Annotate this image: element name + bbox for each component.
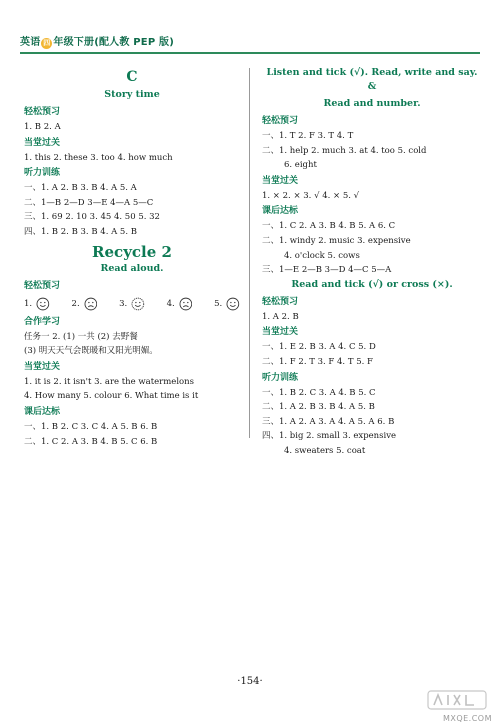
answer-line: 二、1. C 2. A 3. B 4. B 5. C 6. B bbox=[24, 436, 158, 447]
listen-tick-heading: Listen and tick (√). Read, write and say. & bbox=[266, 67, 478, 92]
answer-line: 1. × 2. × 3. √ 4. × 5. √ bbox=[262, 190, 360, 201]
smiley-face-icon bbox=[226, 297, 240, 311]
answer-line: 4. o'clock 5. cows bbox=[284, 250, 360, 261]
answer-line: 一、1. C 2. A 3. B 4. B 5. A 6. C bbox=[262, 221, 396, 232]
section-in-class: 当堂过关 bbox=[262, 175, 299, 186]
section-preview: 轻松预习 bbox=[262, 116, 299, 126]
face-label: 5. bbox=[214, 298, 223, 309]
answer-line: 二、1. windy 2. music 3. expensive bbox=[262, 235, 411, 246]
unit-c-title: C bbox=[126, 69, 138, 85]
watermark-text: MXQE.COM bbox=[442, 714, 492, 723]
grade-badge: 四 bbox=[43, 39, 51, 47]
answer-line: 二、1—B 2—D 3—E 4—A 5—C bbox=[24, 197, 154, 208]
answer-line: 1. B 2. A bbox=[24, 122, 61, 132]
answer-line: 一、1. A 2. B 3. B 4. A 5. A bbox=[24, 183, 137, 194]
left-column bbox=[24, 66, 240, 449]
section-listening: 听力训练 bbox=[262, 372, 299, 383]
title-prefix: 英语 bbox=[20, 37, 41, 48]
face-label: 1. bbox=[24, 298, 33, 309]
section-after-class: 课后达标 bbox=[24, 406, 61, 417]
answer-line: 三、1. 69 2. 10 3. 45 4. 50 5. 32 bbox=[24, 212, 160, 223]
answer-line: 6. eight bbox=[284, 160, 317, 171]
section-after-class: 课后达标 bbox=[262, 206, 299, 217]
face-label: 2. bbox=[71, 298, 80, 309]
page-header bbox=[0, 0, 500, 54]
faces-row bbox=[24, 294, 240, 314]
section-preview: 轻松预习 bbox=[24, 280, 61, 291]
title-suffix: 年级下册(配人教 PEP 版) bbox=[53, 37, 174, 48]
answer-line: 1. it is 2. it isn't 3. are the watermelons bbox=[24, 376, 194, 387]
answer-line: 四、1. B 2. B 3. B 4. A 5. B bbox=[24, 226, 137, 237]
read-number-heading: Read and number. bbox=[323, 98, 421, 109]
recycle-title: Recycle 2 bbox=[92, 242, 172, 261]
smiley-face-icon bbox=[131, 297, 145, 311]
answer-line: 四、1. big 2. small 3. expensive bbox=[262, 431, 397, 442]
answer-line: 一、1. B 2. C 3. C 4. A 5. B 6. B bbox=[24, 421, 158, 432]
answer-line: 1. this 2. these 3. too 4. how much bbox=[24, 152, 173, 163]
answer-line: 一、1. T 2. F 3. T 4. T bbox=[262, 131, 354, 141]
answer-line: 一、1. B 2. C 3. A 4. B 5. C bbox=[262, 387, 376, 398]
smiley-face-icon bbox=[36, 297, 50, 311]
answer-line: 一、1. E 2. B 3. A 4. C 5. D bbox=[262, 342, 376, 353]
section-in-class: 当堂过关 bbox=[24, 361, 61, 372]
section-preview: 轻松预习 bbox=[262, 296, 299, 307]
read-aloud-subtitle: Read aloud. bbox=[100, 262, 164, 274]
column-divider bbox=[249, 68, 250, 438]
answer-line: 二、1. F 2. T 3. F 4. T 5. F bbox=[262, 356, 373, 367]
section-preview: 轻松预习 bbox=[24, 107, 61, 117]
sad-face-icon bbox=[179, 297, 193, 311]
sad-face-icon bbox=[84, 297, 98, 311]
answer-line: 二、1. A 2. B 3. B 4. A 5. B bbox=[262, 402, 375, 413]
answer-line: 1. A 2. B bbox=[262, 311, 299, 322]
section-in-class: 当堂过关 bbox=[262, 327, 299, 338]
section-listening: 听力训练 bbox=[24, 168, 61, 179]
face-label: 3. bbox=[119, 298, 128, 309]
answer-line: 任务一 2. (1) 一共 (2) 去野餐 bbox=[24, 331, 138, 342]
page-number: ·154· bbox=[237, 676, 263, 687]
answer-line: 4. sweaters 5. coat bbox=[284, 445, 366, 456]
answer-line: (3) 明天天气会既暖和又阳光明媚。 bbox=[24, 346, 158, 357]
answer-line: 三、1. A 2. A 3. A 4. A 5. A 6. B bbox=[262, 416, 395, 427]
section-cooperative: 合作学习 bbox=[24, 316, 61, 327]
story-time-subtitle: Story time bbox=[104, 89, 160, 100]
section-in-class: 当堂过关 bbox=[24, 137, 61, 148]
book-title bbox=[20, 33, 174, 49]
answer-line: 二、1. help 2. much 3. at 4. too 5. cold bbox=[262, 145, 427, 156]
face-label: 4. bbox=[166, 298, 175, 309]
answer-line: 4. How many 5. colour 6. What time is it bbox=[24, 391, 199, 402]
read-tick-cross-heading: Read and tick (√) or cross (×). bbox=[291, 278, 453, 290]
answer-line: 三、1—E 2—B 3—D 4—C 5—A bbox=[262, 265, 392, 276]
header-rule bbox=[20, 52, 480, 54]
right-column bbox=[262, 66, 482, 459]
